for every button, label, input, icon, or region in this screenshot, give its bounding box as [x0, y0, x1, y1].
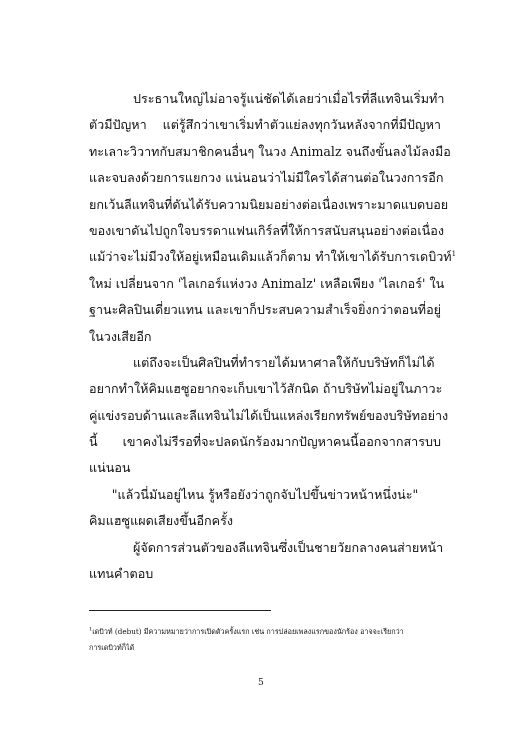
paragraph-3-line-1: "แล้วนี่มันอยู่ไหน รู้หรือยังว่าถูกจับไปขึ้นข่าวหน้าหนึ่งน่ะ" — [111, 486, 419, 502]
paragraph-1-line-6: ของเขาดันไปถูกใจบรรดาแฟนเกิร์ลที่ให้การสนับสนุนอย่างต่อเนื่อง — [89, 222, 444, 238]
paragraph-1-line-7 — [89, 244, 457, 270]
paragraph-1-line-8: ใหม่ เปลี่ยนจาก 'ไลเกอร์แห่งวง Animalz' เหลือเพียง 'ไลเกอร์' ใน — [89, 275, 445, 291]
paragraph-2-line-1: แต่ถึงจะเป็นศิลปินที่ทำรายได้มหาศาลให้กับบริษัทก็ไม่ได้ — [133, 354, 435, 370]
footnote-line-1-text: เดบิวท์ (debut) มีความหมายว่าการเปิดตัวครั้งแรก เช่น การปล่อยเพลงแรกของนักร้อง อาจจะเรียกว่า — [92, 627, 404, 636]
paragraph-3-line-2: คิมแฮซูแผดเสียงขึ้นอีกครั้ง — [89, 513, 234, 529]
paragraph-1-line-2: ตัวมีปัญหา แต่รู้สึกว่าเขาเริ่มทำตัวแย่ลงทุกวันหลังจากที่มีปัญหา — [89, 117, 441, 133]
paragraph-2-line-5: แน่นอน — [89, 460, 131, 476]
paragraph-2-line-2: อยากทำให้คิมแฮซูอยากจะเก็บเขาไว้สักนิด ถ้าบริษัทไม่อยู่ในภาวะ — [89, 381, 443, 397]
footnote-line-2: การเดบิวท์ก็ได้ — [89, 643, 135, 652]
paragraph-2-line-3: คู่แข่งรอบด้านและลีแทจินไม่ได้เป็นแหล่งเรียกทรัพย์ของบริษัทอย่าง — [89, 407, 449, 423]
paragraph-2-line-4: นี้ เขาคงไม่รีรอที่จะปลดนักร้องมากปัญหาคนนี้ออกจากสารบบ — [89, 434, 441, 450]
paragraph-1-line-1: ประธานใหญ่ไม่อาจรู้แน่ชัดได้เลยว่าเมื่อไรที่ลีแทจินเริ่มทำ — [133, 91, 445, 106]
paragraph-1-line-10: ในวงเสียอีก — [89, 328, 152, 344]
paragraph-1-line-9: ฐานะศิลปินเดี่ยวแทน และเขาก็ประสบความสำเร็จยิ่งกว่าตอนที่อยู่ — [89, 302, 442, 318]
footnote-reference: 1 — [451, 250, 457, 259]
paragraph-1-line-3: ทะเลาะวิวาทกับสมาชิกคนอื่นๆ ในวง Animalz จนถึงขั้นลงไม้ลงมือ — [89, 143, 451, 159]
footnote — [89, 624, 449, 656]
footnote-marker: 1 — [89, 626, 93, 633]
paragraph-1-line-7-text: แม้ว่าจะไม่มีวงให้อยู่เหมือนเดิมแล้วก็ตาม ทำให้เขาได้รับการเดบิวท์ — [89, 249, 452, 265]
paragraph-4-line-2: แทนคำตอบ — [89, 566, 154, 582]
page-number: 5 — [258, 678, 264, 688]
paragraph-4-line-1: ผู้จัดการส่วนตัวของลีแทจินซึ่งเป็นชายวัยกลางคนส่ายหน้า — [133, 539, 444, 555]
footnote-separator — [89, 610, 271, 611]
paragraph-1-line-4: และจบลงด้วยการแยกวง แน่นอนว่าไม่มีใครได้สานต่อในวงการอีก — [89, 170, 444, 186]
footnote-line-1 — [89, 624, 449, 640]
paragraph-1-line-5: ยกเว้นลีแทจินที่ดันได้รับความนิยมอย่างต่อเนื่องเพราะมาดแบดบอย — [89, 196, 449, 212]
body-text — [89, 86, 457, 587]
